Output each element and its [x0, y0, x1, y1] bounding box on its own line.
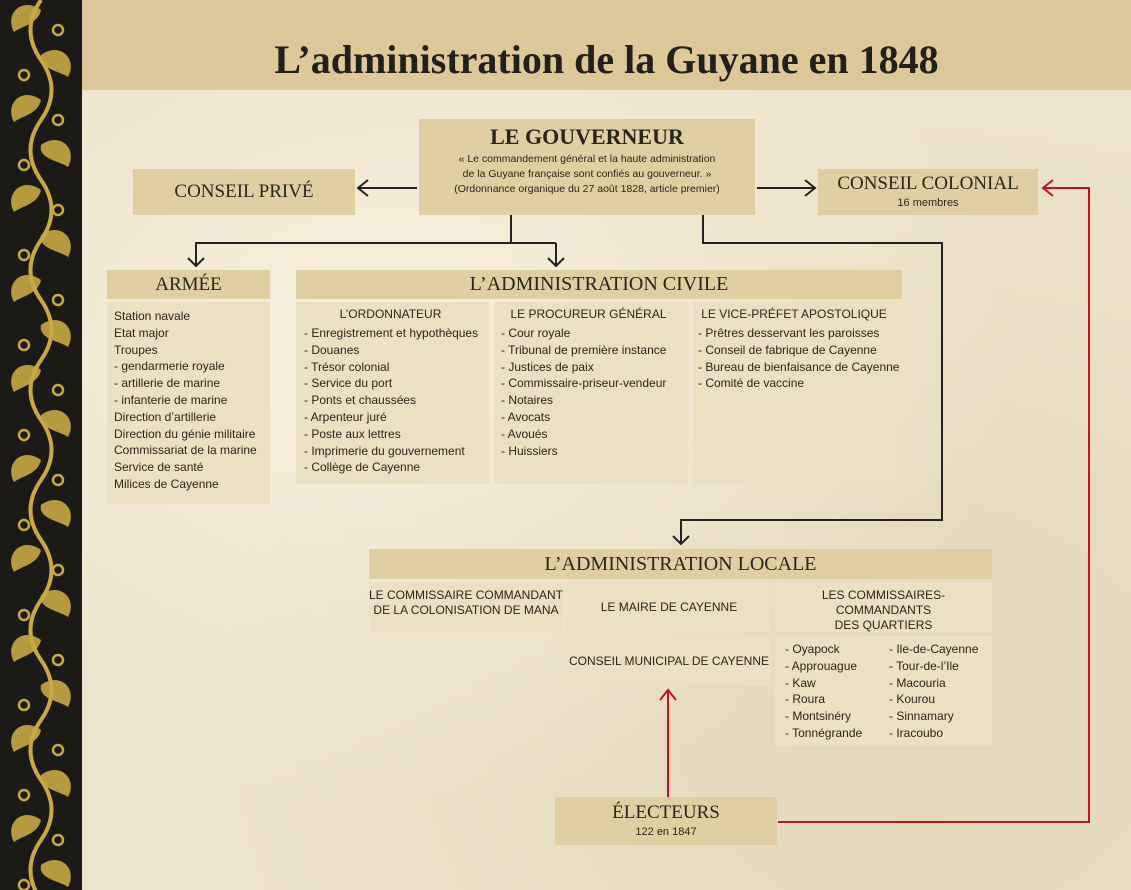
armee-panel — [107, 302, 270, 504]
procureur-item: - Avoués — [501, 426, 548, 441]
maire-panel — [567, 582, 771, 632]
procureur-item: - Tribunal de première instance — [501, 342, 667, 357]
armee-item: Service de santé — [114, 460, 204, 475]
procureur-list — [501, 325, 688, 459]
quartier-item: - Iracoubo — [889, 725, 944, 740]
procureur-item: - Justices de paix — [501, 359, 594, 374]
armee-item: Etat major — [114, 325, 169, 340]
quartier-item: - Tour-de-l’Ile — [889, 658, 959, 673]
procureur-panel — [494, 302, 688, 484]
quartiers-right-list — [889, 641, 978, 742]
conseil-colonial-box — [818, 169, 1038, 215]
ordonnateur-item: - Enregistrement et hypothèques — [304, 326, 479, 340]
admin-civile-title: L’ADMINISTRATION CIVILE — [469, 273, 729, 295]
armee-item: Station navale — [114, 309, 191, 323]
armee-item: Troupes — [114, 342, 158, 357]
procureur-item: - Commissaire-priseur-vendeur — [501, 376, 667, 391]
commissaires-line-1: LES COMMISSAIRES-COMMANDANTS — [821, 588, 946, 617]
gouverneur-quote-line-3: (Ordonnance organique du 27 août 1828, article premier) — [454, 183, 720, 195]
procureur-item: - Avocats — [501, 409, 551, 424]
ordonnateur-item: - Arpenteur juré — [304, 409, 387, 424]
quartier-item: - Tonnégrande — [785, 725, 863, 740]
mana-line-2: DE LA COLONISATION DE MANA — [373, 603, 559, 617]
vice-prefet-item: - Conseil de fabrique de Cayenne — [698, 342, 877, 357]
ordonnateur-item: - Poste aux lettres — [304, 426, 401, 441]
commissaires-line-2: DES QUARTIERS — [834, 618, 933, 632]
gouverneur-quote — [419, 152, 755, 197]
vice-prefet-panel — [693, 302, 902, 484]
gouverneur-quote-line-1: « Le commandement général et la haute administration — [458, 153, 716, 165]
procureur-item: - Notaires — [501, 393, 554, 408]
quartiers-panel — [775, 636, 992, 746]
electeurs-box — [555, 797, 777, 845]
armee-item: - gendarmerie royale — [114, 359, 225, 374]
ordonnateur-item: - Imprimerie du gouvernement — [304, 443, 465, 458]
armee-item: Direction d’artillerie — [114, 409, 217, 424]
conseil-municipal-label: CONSEIL MUNICIPAL DE CAYENNE — [568, 654, 770, 668]
armee-list — [114, 308, 270, 493]
admin-locale-title: L’ADMINISTRATION LOCALE — [544, 553, 817, 575]
maire-label: LE MAIRE DE CAYENNE — [600, 600, 738, 614]
armee-item: Direction du génie militaire — [114, 426, 256, 441]
conseil-prive-title: CONSEIL PRIVÉ — [174, 181, 314, 202]
vice-prefet-item: - Prêtres desservant les paroisses — [698, 326, 880, 340]
page-title: L’administration de la Guyane en 1848 — [274, 37, 939, 82]
procureur-item: - Cour royale — [501, 326, 571, 340]
armee-title: ARMÉE — [155, 274, 222, 295]
conseil-colonial-title: CONSEIL COLONIAL — [837, 173, 1019, 194]
ordonnateur-title: L’ORDONNATEUR — [339, 307, 442, 321]
procureur-title: LE PROCUREUR GÉNÉRAL — [510, 307, 667, 321]
gouverneur-box — [419, 119, 755, 215]
quartier-item: - Roura — [785, 692, 826, 707]
vice-prefet-list — [698, 325, 902, 392]
electeurs-subtitle: 122 en 1847 — [635, 826, 697, 838]
armee-item: - artillerie de marine — [114, 376, 221, 391]
armee-item: Milices de Cayenne — [114, 476, 219, 491]
mana-panel — [369, 582, 563, 632]
vice-prefet-title: LE VICE-PRÉFET APOSTOLIQUE — [701, 307, 887, 321]
armee-item: - infanterie de marine — [114, 392, 228, 407]
quartiers-left-list — [785, 641, 862, 742]
ordonnateur-panel — [296, 302, 489, 484]
gouverneur-quote-line-2: de la Guyane française sont confiés au gouverneur. » — [462, 168, 712, 180]
ordonnateur-list — [304, 325, 489, 476]
armee-header — [107, 270, 270, 299]
vice-prefet-item: - Comité de vaccine — [698, 376, 805, 391]
ordonnateur-item: - Collège de Cayenne — [304, 460, 421, 475]
quartier-item: - Approuague — [785, 658, 858, 673]
conseil-prive-box — [133, 169, 355, 215]
electeurs-title: ÉLECTEURS — [612, 802, 720, 823]
quartier-item: - Macouria — [889, 675, 946, 690]
admin-locale-header — [369, 549, 992, 579]
ordonnateur-item: - Ponts et chaussées — [304, 393, 417, 408]
mana-line-1: LE COMMISSAIRE COMMANDANT — [369, 588, 564, 602]
quartier-item: - Kaw — [785, 675, 816, 690]
procureur-item: - Huissiers — [501, 443, 558, 458]
connector-to-armee — [196, 215, 511, 266]
quartier-item: - Ile-de-Cayenne — [889, 642, 979, 656]
conseil-colonial-members: 16 membres — [897, 197, 959, 209]
quartier-item: - Oyapock — [785, 642, 840, 656]
quartier-item: - Sinnamary — [889, 709, 954, 724]
ordonnateur-item: - Trésor colonial — [304, 359, 390, 374]
ordonnateur-item: - Service du port — [304, 376, 393, 391]
admin-civile-header — [296, 270, 902, 299]
quartier-item: - Montsinéry — [785, 709, 852, 724]
gouverneur-title: LE GOUVERNEUR — [490, 124, 684, 149]
ordonnateur-item: - Douanes — [304, 342, 360, 357]
vice-prefet-item: - Bureau de bienfaisance de Cayenne — [698, 359, 900, 374]
quartier-item: - Kourou — [889, 692, 936, 707]
armee-item: Commissariat de la marine — [114, 443, 257, 458]
conseil-municipal-panel — [567, 636, 771, 686]
commissaires-panel — [775, 582, 992, 632]
